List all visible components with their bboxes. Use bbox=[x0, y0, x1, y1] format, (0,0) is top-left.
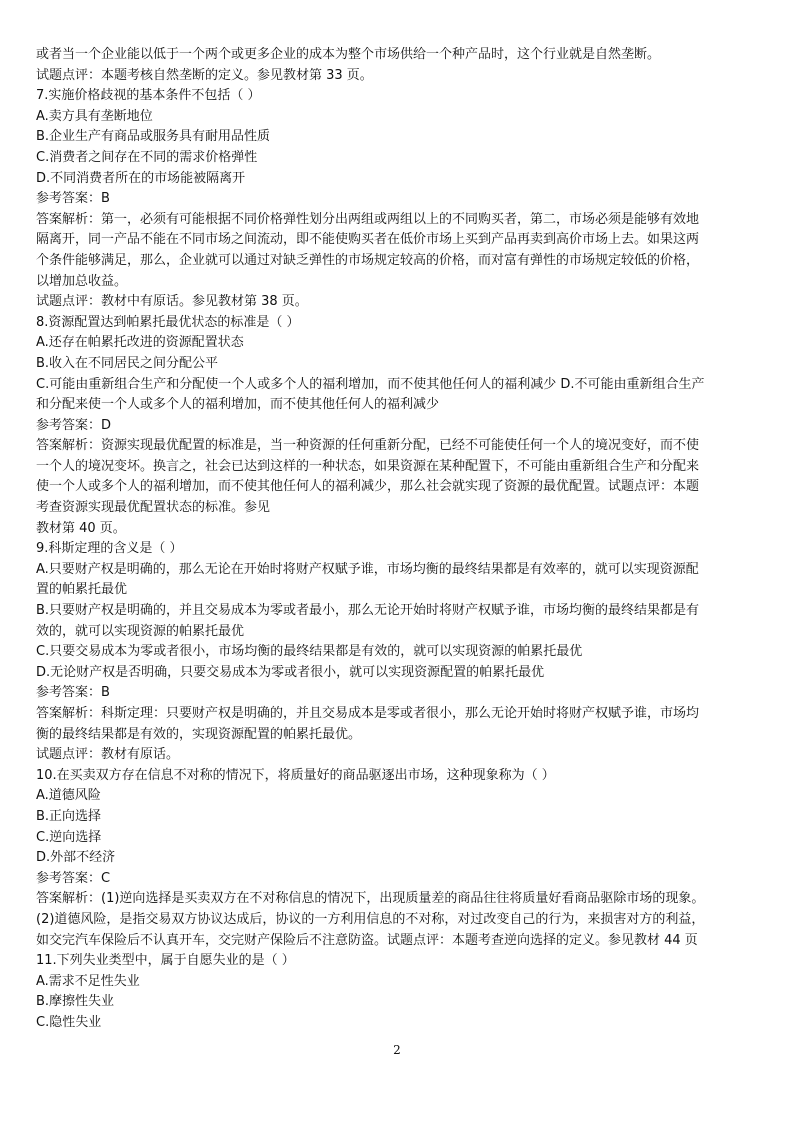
answer-line: 参考答案：B bbox=[36, 191, 110, 207]
explanation-line: 衡的最终结果都是有效的，实现资源配置的帕累托最优。 bbox=[36, 726, 362, 742]
option-line: D.不同消费者所在的市场能被隔离开 bbox=[36, 170, 246, 186]
option-line: 效的，就可以实现资源的帕累托最优 bbox=[36, 623, 245, 639]
explanation-line: 个条件能够满足，那么，企业就可以通过对缺乏弹性的市场规定较高的价格，而对富有弹性的市场规定较低的价格， bbox=[36, 252, 700, 268]
comment-line: 试题点评：教材有原话。 bbox=[36, 747, 180, 763]
option-line: B.企业生产有商品或服务具有耐用品性质 bbox=[36, 129, 271, 145]
question-title: 9.科斯定理的含义是（ ） bbox=[36, 541, 183, 557]
option-line: A.只要财产权是明确的，那么无论在开始时将财产权赋予谁，市场均衡的最终结果都是有效率的，就可以实现资源配 bbox=[36, 561, 699, 577]
option-line: B.正向选择 bbox=[36, 808, 102, 824]
option-line: B.只要财产权是明确的，并且交易成本为零或者最小，那么无论开始时将财产权赋予谁，市场均衡的最终结果都是有 bbox=[36, 603, 700, 619]
option-line: A.道德风险 bbox=[36, 788, 101, 804]
explanation-line: 答案解析：资源实现最优配置的标准是，当一种资源的任何重新分配，已经不可能使任何一个人的境况变好，而不使 bbox=[36, 438, 700, 454]
comment-line: 试题点评：教材中有原话。参见教材第 38 页。 bbox=[36, 294, 308, 310]
option-line: D.无论财产权是否明确，只要交易成本为零或者很小，就可以实现资源配置的帕累托最优 bbox=[36, 664, 545, 680]
option-line: B.摩擦性失业 bbox=[36, 994, 115, 1010]
document-body bbox=[36, 45, 758, 1034]
explanation-line: 教材第 40 页。 bbox=[36, 520, 126, 536]
option-line: C.只要交易成本为零或者很小，市场均衡的最终结果都是有效的，就可以实现资源的帕累托最优 bbox=[36, 644, 583, 660]
explanation-line: 答案解析：科斯定理：只要财产权是明确的，并且交易成本是零或者很小，那么无论开始时将财产权赋予谁，市场均 bbox=[36, 706, 700, 721]
option-line: 和分配来使一个人或多个人的福利增加，而不使其他任何人的福利减少 bbox=[36, 397, 440, 413]
explanation-line: 如交完汽车保险后不认真开车，交完财产保险后不注意防盗。试题点评：本题考查逆向选择的定义。参见教材 44 页 bbox=[36, 932, 698, 948]
explanation-line: 一个人的境况变坏。换言之，社会已达到这样的一种状态，如果资源在某种配置下，不可能由重新组合生产和分配来 bbox=[36, 458, 700, 474]
option-line: C.消费者之间存在不同的需求价格弹性 bbox=[36, 149, 258, 165]
text-line: 或者当一个企业能以低于一个两个或更多企业的成本为整个市场供给一个种产品时，这个行业就是自然垄断。 bbox=[36, 47, 661, 62]
answer-line: 参考答案：D bbox=[36, 417, 112, 433]
option-line: B.收入在不同居民之间分配公平 bbox=[36, 355, 219, 371]
page-number: 2 bbox=[393, 1043, 401, 1057]
answer-line: 参考答案：C bbox=[36, 870, 111, 886]
question-title: 10.在买卖双方存在信息不对称的情况下，将质量好的商品驱逐出市场，这种现象称为（ ） bbox=[36, 767, 555, 783]
option-line: D.外部不经济 bbox=[36, 850, 116, 866]
option-line: C.逆向选择 bbox=[36, 829, 102, 845]
answer-line: 参考答案：B bbox=[36, 685, 110, 701]
option-line: A.需求不足性失业 bbox=[36, 973, 140, 989]
explanation-line: 考查资源实现最优配置状态的标准。参见 bbox=[36, 500, 271, 516]
question-title: 7.实施价格歧视的基本条件不包括（ ） bbox=[36, 88, 261, 104]
option-line: A.还存在帕累托改进的资源配置状态 bbox=[36, 335, 244, 351]
explanation-line: 隔离开，同一产品不能在不同市场之间流动，即不能使购买者在低价市场上买到产品再卖到高价市场上去。如果这两 bbox=[36, 232, 700, 248]
option-line: 置的帕累托最优 bbox=[36, 582, 128, 598]
explanation-line: 答案解析：(1)逆向选择是买卖双方在不对称信息的情况下，出现质量差的商品往往将质量好看商品驱除市场的现象。 bbox=[36, 891, 705, 907]
option-line: C.可能由重新组合生产和分配使一个人或多个人的福利增加，而不使其他任何人的福利减少 D.不可能由重新组合生产 bbox=[36, 376, 705, 392]
explanation-line: 以增加总收益。 bbox=[36, 273, 128, 289]
question-title: 11.下列失业类型中，属于自愿失业的是（ ） bbox=[36, 953, 295, 969]
text-line: 试题点评：本题考核自然垄断的定义。参见教材第 33 页。 bbox=[36, 67, 373, 83]
option-line: C.隐性失业 bbox=[36, 1014, 102, 1030]
explanation-line: 答案解析：第一，必须有可能根据不同价格弹性划分出两组或两组以上的不同购买者，第二，市场必须是能够有效地 bbox=[36, 211, 700, 227]
option-line: A.卖方具有垄断地位 bbox=[36, 108, 153, 124]
explanation-line: (2)道德风险，是指交易双方协议达成后，协议的一方利用信息的不对称，对过改变自己的行为，来损害对方的利益， bbox=[36, 911, 705, 927]
question-title: 8.资源配置达到帕累托最优状态的标准是（ ） bbox=[36, 314, 300, 330]
explanation-line: 使一个人或多个人的福利增加，而不使其他任何人的福利减少，那么社会就实现了资源的最优配置。试题点评：本题 bbox=[36, 479, 700, 495]
